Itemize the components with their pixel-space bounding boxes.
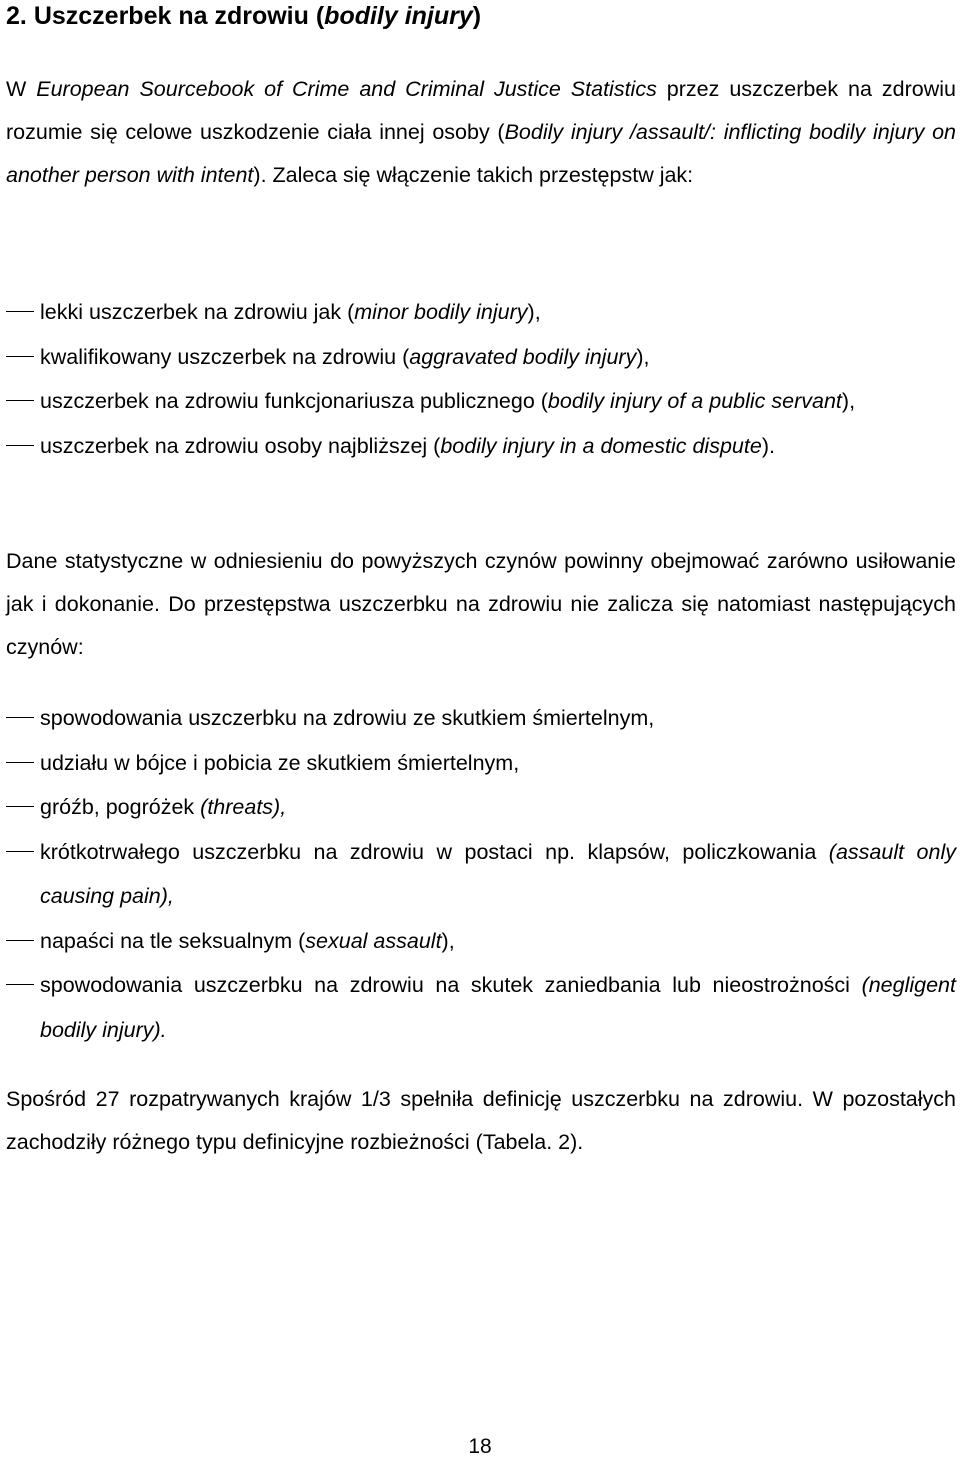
section-title-end: ) — [472, 2, 482, 30]
list-item-text: uszczerbek na zdrowiu funkcjonariusza publicznego ( — [40, 389, 548, 413]
dash-bullet — [6, 311, 34, 312]
list-item-end: ), — [841, 389, 856, 413]
dash-bullet — [6, 984, 34, 985]
dash-bullet — [6, 356, 34, 357]
list-item — [6, 830, 956, 919]
list-item — [6, 785, 956, 830]
list-item-end: ), — [527, 300, 541, 324]
section-title-italic: bodily injury — [324, 2, 473, 30]
list-item-italic: bodily injury of a public servant — [547, 389, 842, 413]
intro-text-1: W — [6, 77, 37, 101]
excluded-offences-list — [6, 696, 956, 1052]
list-item-text: spowodowania uszczerbku na zdrowiu ze skutkiem śmiertelnym, — [40, 706, 655, 730]
section-number: 2. — [6, 2, 27, 30]
intro-definition-english: Bodily injury /assault/: inflicting bodily injury on another person with intent — [6, 120, 956, 187]
intro-paragraph — [6, 68, 956, 197]
list-item — [6, 696, 956, 741]
list-item-italic: minor bodily injury — [354, 300, 528, 324]
dash-bullet — [6, 851, 34, 852]
summary-paragraph: Spośród 27 rozpatrywanych krajów 1/3 spełniła definicję uszczerbku na zdrowiu. W pozostałych zachodziły różnego typu definicyjne rozbieżności (Tabela. 2). — [6, 1087, 956, 1154]
dash-bullet — [6, 762, 34, 763]
list-item — [6, 335, 956, 380]
list-item-end: ). — [761, 433, 775, 458]
list-item-text: lekki uszczerbek na zdrowiu jak ( — [40, 300, 355, 324]
list-item-text: udziału w bójce i pobicia ze skutkiem śmiertelnym, — [40, 750, 520, 775]
list-item — [6, 424, 956, 469]
list-item-text: gróźb, pogróżek — [40, 795, 201, 819]
list-item-end: ), — [636, 344, 650, 369]
list-item-text: uszczerbek na zdrowiu osoby najbliższej ( — [40, 433, 441, 458]
dash-bullet — [6, 445, 34, 446]
included-offences-list — [6, 290, 956, 468]
list-item-text: napaści na tle seksualnym ( — [40, 928, 306, 953]
list-item-text: spowodowania uszczerbku na zdrowiu na skutek zaniedbania lub nieostrożności — [40, 973, 862, 997]
list-item — [6, 919, 956, 964]
dash-bullet — [6, 717, 34, 718]
list-item — [6, 290, 956, 335]
list-item — [6, 379, 956, 424]
dash-bullet — [6, 806, 34, 807]
intro-text-2: przez uszczerbek na zdrowiu rozumie się celowe uszkodzenie ciała innej osoby ( — [6, 77, 956, 144]
list-item — [6, 741, 956, 786]
intro-text-3: ). Zaleca się włączenie takich przestępstw jak: — [253, 163, 694, 187]
section-heading — [6, 0, 481, 34]
section-title: Uszczerbek na zdrowiu ( — [33, 2, 325, 30]
list-item-italic: bodily injury in a domestic dispute — [440, 433, 762, 458]
list-item-text: kwalifikowany uszczerbek na zdrowiu ( — [40, 344, 410, 369]
page-number: 18 — [468, 1435, 492, 1458]
list-item-italic: sexual assault — [305, 928, 442, 953]
list-item-italic: (negligent bodily injury). — [40, 973, 956, 1042]
list-item — [6, 963, 956, 1052]
dash-bullet — [6, 940, 34, 941]
list-item-text: krótkotrwałego uszczerbku na zdrowiu w postaci np. klapsów, policzkowania — [40, 839, 829, 864]
exclusions-paragraph: Dane statystyczne w odniesieniu do powyższych czynów powinny obejmować zarówno usiłowanie jak i dokonanie. Do przestępstwa uszczerbku na zdrowiu nie zalicza się natomiast następujących czynów: — [6, 549, 956, 659]
list-item-italic: (threats), — [200, 795, 287, 819]
list-item-italic: (assault only causing pain), — [40, 839, 956, 908]
list-item-italic: aggravated bodily injury — [409, 344, 637, 369]
list-item-end: ), — [441, 928, 455, 953]
dash-bullet — [6, 400, 34, 401]
intro-source-title: European Sourcebook of Crime and Criminal Justice Statistics — [36, 77, 657, 101]
